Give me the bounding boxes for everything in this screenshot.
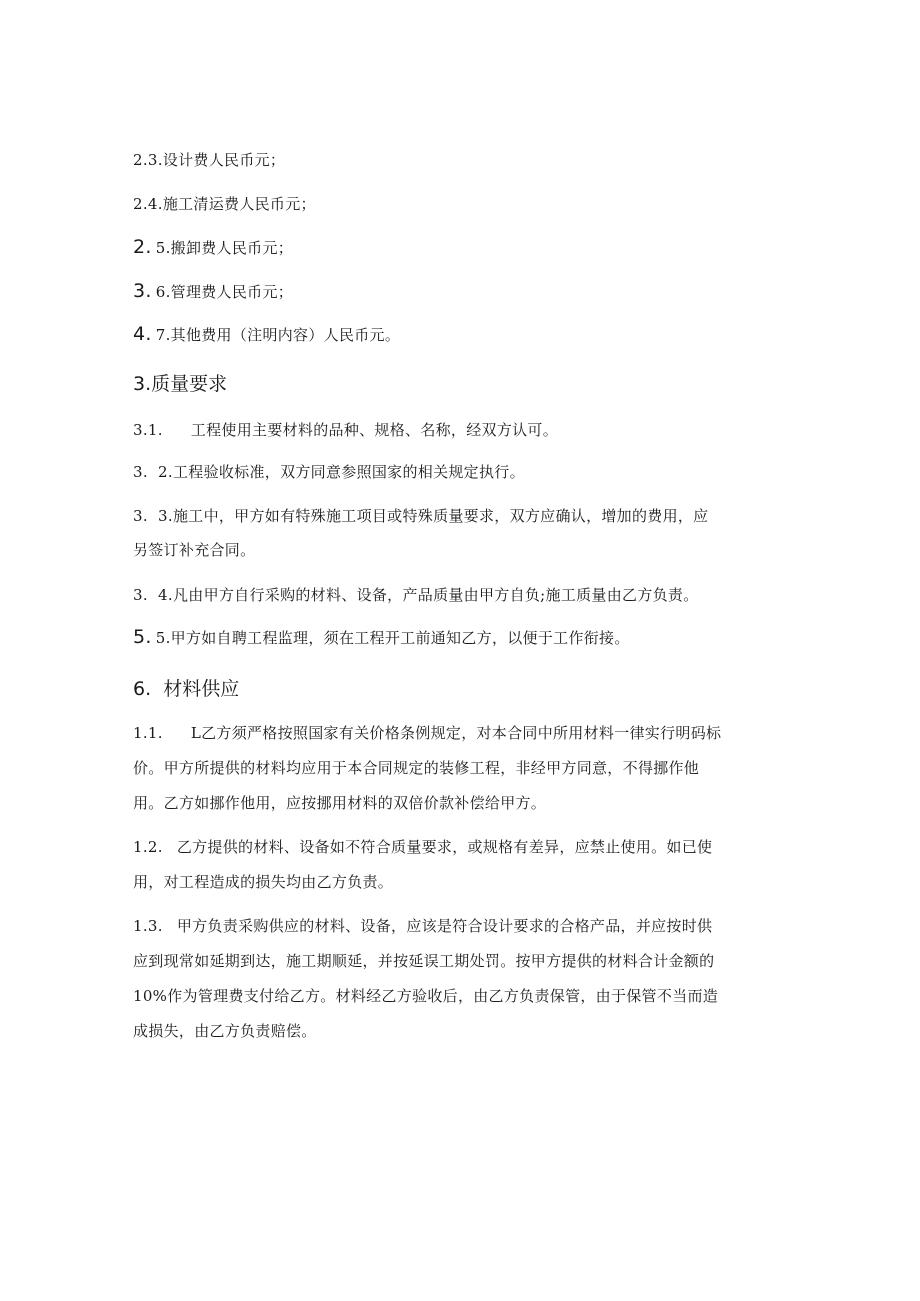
item-text: 另签订补充合同。 [133,541,256,559]
item-text: 乙方须严格按照国家有关价格条例规定，对本合同中所用材料一律实行明码标 [201,724,722,742]
item-number: 7. [155,326,171,344]
item-text: 用。乙方如挪作他用，应按挪用材料的双倍价款补偿给甲方。 [133,794,547,812]
item-text: 施工中，甲方如有特殊施工项目或特殊质量要求，双方应确认，增加的费用，应 [172,507,709,525]
quality-item-3-line2 [133,540,255,560]
item-number: 1.2. [133,838,163,856]
fee-line-design [133,150,285,170]
item-text: 成损失，由乙方负责赔偿。 [133,1022,317,1040]
quality-item-5 [133,627,630,648]
section-heading-quality: 3.质量要求 [133,373,228,395]
item-number: 1.1. [133,724,163,742]
item-text: 设计费人民币元； [162,151,286,169]
item-number: 5. [155,239,171,257]
item-number: 3. 3. [133,507,173,525]
item-text: 价。甲方所提供的材料均应用于本合同规定的装修工程，非经甲方同意，不得挪作他 [133,759,700,777]
item-number: 1.3. [133,917,163,935]
quality-item-2 [133,462,525,482]
item-text: 工程使用主要材料的品种、规格、名称，经双方认可。 [190,421,559,439]
quality-item-1 [133,420,558,440]
item-number-major: 3. [133,280,152,302]
materials-item-2-line1 [133,837,712,857]
item-number: 5. [155,629,171,647]
item-number: 3. 2. [133,463,173,481]
item-text: 甲方如自聘工程监理，须在工程开工前通知乙方，以便于工作衔接。 [170,629,630,647]
item-text: 应到现常如延期到达，施工期顺延，并按延误工期处罚。按甲方提供的材料合计金额的 [133,952,715,970]
item-text: 搬卸费人民币元； [170,239,294,257]
fee-line-unloading [133,237,293,258]
item-number: 2.4. [133,195,163,213]
materials-item-2-line2 [133,872,393,892]
quality-item-4 [133,585,699,605]
item-number-major: 2. [133,236,152,258]
materials-item-1-line2 [133,758,699,778]
fee-line-management [133,281,293,302]
materials-item-3-line1 [133,916,712,936]
item-number: 2.3. [133,151,163,169]
item-text: 10%作为管理费支付给乙方。材料经乙方验收后，由乙方负责保管，由于保管不当而造 [133,987,719,1005]
item-text: 乙方提供的材料、设备如不符合质量要求，或规格有差异，应禁止使用。如已使 [176,838,713,856]
quality-item-3-line1 [133,506,708,526]
fee-line-cleanup [133,194,316,214]
materials-item-1-line3 [133,793,546,813]
materials-item-3-line4 [133,1021,317,1041]
item-text: 凡由甲方自行采购的材料、设备，产品质量由甲方自负;施工质量由乙方负责。 [172,586,699,604]
materials-item-1-line1 [133,723,721,743]
item-text: 用，对工程造成的损失均由乙方负责。 [133,873,394,891]
item-number: 6. [155,283,171,301]
item-text: 施工清运费人民币元； [162,195,316,213]
section-heading-materials: 6. 材料供应 [133,678,240,700]
item-number: 3. 4. [133,586,173,604]
item-text: 工程验收标准，双方同意参照国家的相关规定执行。 [172,463,525,481]
materials-item-3-line3 [133,986,718,1006]
materials-item-3-line2 [133,951,714,971]
item-text: 甲方负责采购供应的材料、设备，应该是符合设计要求的合格产品，并应按时供 [176,917,713,935]
item-number-major: 4. [133,323,152,345]
item-number-major: 5. [133,626,152,648]
fee-line-other [133,324,400,345]
item-number: 3.1. [133,421,163,439]
item-text: 管理费人民币元； [170,283,294,301]
item-prefix: L [190,724,202,742]
item-text: 其他费用（注明内容）人民币元。 [170,326,401,344]
